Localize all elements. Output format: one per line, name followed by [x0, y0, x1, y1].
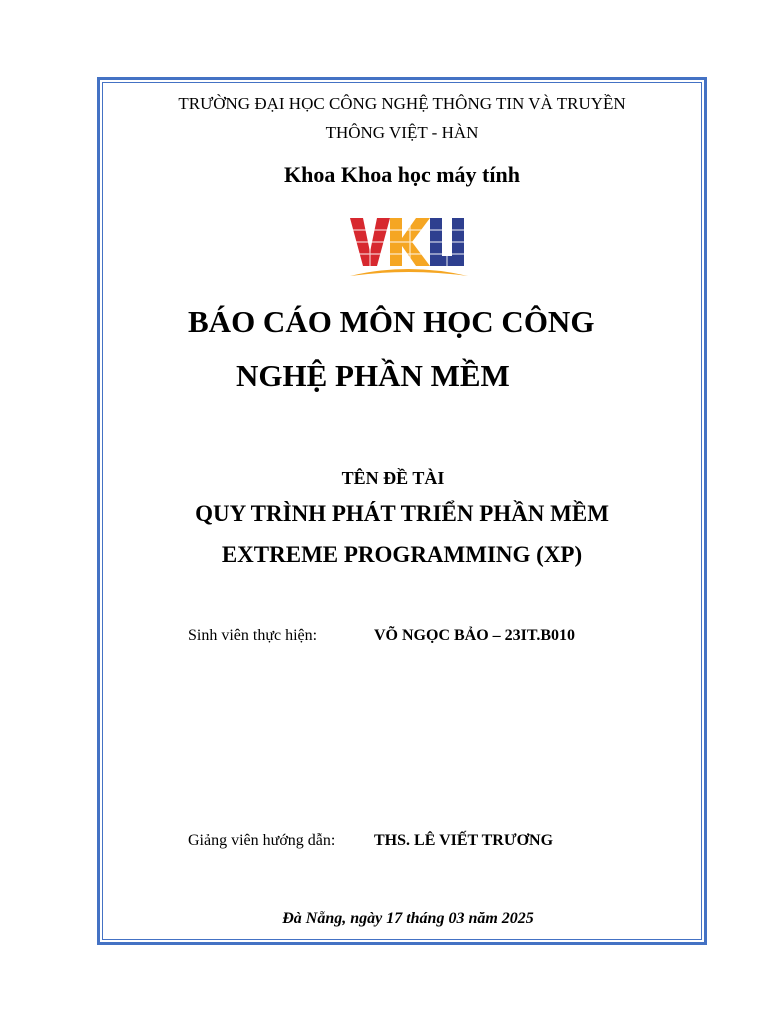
student-value: VÕ NGỌC BẢO – 23IT.B010: [374, 627, 576, 644]
instructor-label: Giảng viên hướng dẫn:: [188, 832, 336, 849]
report-title-line2: NGHỆ PHẦN MỀM: [236, 358, 510, 393]
place-and-date: Đà Nẵng, ngày 17 tháng 03 năm 2025: [282, 910, 534, 927]
university-name-line1: TRƯỜNG ĐẠI HỌC CÔNG NGHỆ THÔNG TIN VÀ TRUYỀN: [178, 94, 626, 113]
topic-title-line2: EXTREME PROGRAMMING (XP): [221, 542, 583, 567]
logo-letter-v: [350, 218, 390, 266]
topic-label: TÊN ĐỀ TÀI: [341, 468, 445, 488]
logo-swoosh: [350, 269, 468, 276]
topic-title-line1: QUY TRÌNH PHÁT TRIỂN PHẦN MỀM: [195, 501, 609, 526]
instructor-value: THS. LÊ VIẾT TRƯƠNG: [374, 832, 554, 849]
logo-letter-k: [390, 218, 430, 266]
university-name-line2: THÔNG VIỆT - HÀN: [325, 123, 479, 142]
logo-letter-u: [430, 218, 464, 266]
report-title-line1: BÁO CÁO MÔN HỌC CÔNG: [188, 304, 595, 339]
student-label: Sinh viên thực hiện:: [188, 627, 318, 644]
faculty-name: Khoa Khoa học máy tính: [284, 162, 520, 187]
vku-logo: [346, 214, 470, 278]
